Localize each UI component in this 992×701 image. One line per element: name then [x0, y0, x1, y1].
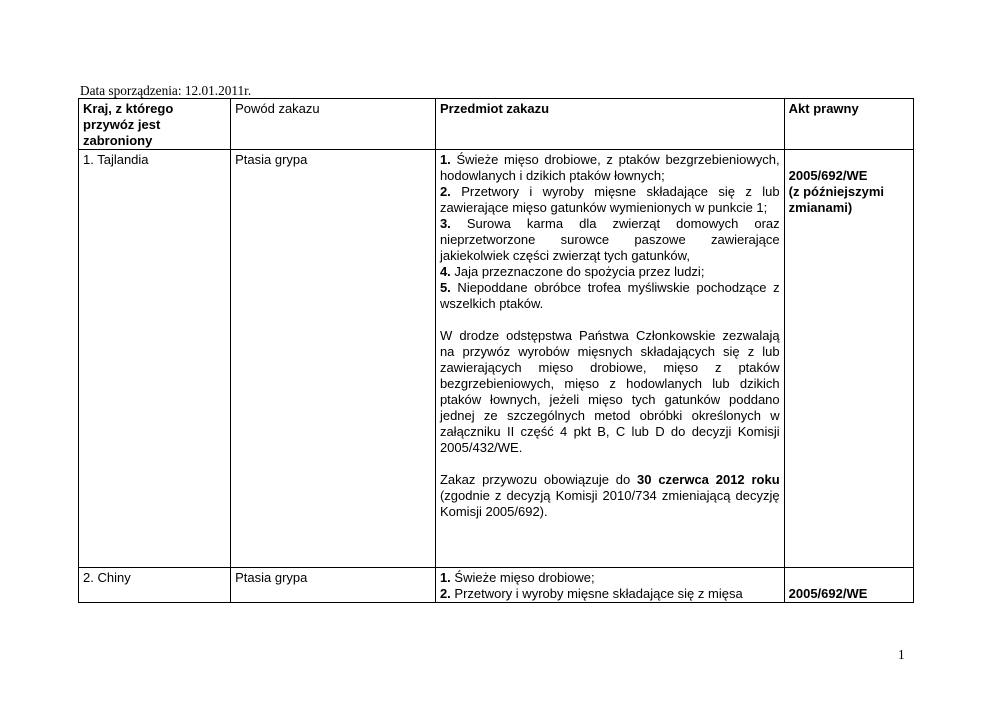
table-row	[79, 568, 914, 603]
item-text: Surowa karma dla zwierząt domowych oraz nieprzetworzone surowce paszowe zawierające jakiekolwiek części zwierząt tych gatunków,	[439, 216, 780, 263]
table-row	[79, 150, 914, 568]
ban-item	[440, 216, 780, 264]
import-ban-table	[78, 98, 914, 603]
item-text: Świeże mięso drobiowe, z ptaków bezgrzebieniowych, hodowlanych i dzikich ptaków łownych;	[439, 152, 780, 183]
ban-validity-paragraph	[440, 472, 780, 520]
act-cell	[784, 150, 913, 568]
item-text: Świeże mięso drobiowe;	[450, 570, 595, 585]
reason-cell: Ptasia grypa	[231, 568, 436, 603]
page-number: 1	[898, 647, 905, 662]
ban-item	[440, 280, 780, 312]
act-cell	[784, 568, 913, 603]
item-number: 1.	[439, 152, 451, 167]
date-line: Data sporządzenia: 12.01.2011r.	[80, 83, 252, 98]
header-reason: Powód zakazu	[231, 99, 436, 150]
item-text: Jaja przeznaczone do spożycia przez ludzi;	[450, 264, 705, 279]
item-number: 3.	[439, 216, 451, 231]
ban-item	[440, 184, 780, 216]
act-note: (z późniejszymi zmianami)	[788, 184, 884, 215]
act-number: 2005/692/WE	[788, 586, 868, 601]
table-header-row	[79, 99, 914, 150]
subject-cell	[435, 568, 784, 603]
country-cell: 2. Chiny	[79, 568, 231, 603]
subject-cell	[435, 150, 784, 568]
item-text: Przetwory i wyroby mięsne składające się z lub zawierające mięso gatunków wymienionych w punkcie 1;	[439, 184, 780, 215]
ban-date: 30 czerwca 2012 roku	[637, 472, 780, 487]
item-number: 5.	[439, 280, 451, 295]
ban-item	[440, 152, 780, 184]
item-number: 2.	[439, 184, 451, 199]
header-subject: Przedmiot zakazu	[435, 99, 784, 150]
item-text: Niepoddane obróbce trofea myśliwskie pochodzące z wszelkich ptaków.	[439, 280, 780, 311]
header-act: Akt prawny	[784, 99, 913, 150]
ban-item	[440, 586, 780, 602]
ban-suffix: (zgodnie z decyzją Komisji 2010/734 zmieniającą decyzję Komisji 2005/692).	[439, 488, 780, 519]
item-number: 1.	[439, 570, 451, 585]
reason-cell: Ptasia grypa	[231, 150, 436, 568]
country-cell: 1. Tajlandia	[79, 150, 231, 568]
ban-item	[440, 264, 780, 280]
item-number: 4.	[439, 264, 451, 279]
derogation-paragraph: W drodze odstępstwa Państwa Członkowskie zezwalają na przywóz wyrobów mięsnych składających się z lub zawierających mięso drobiowe, mięso z ptaków bezgrzebieniowych, mięso z hodowlanych lub dzikich ptaków łownych, jeżeli mięso tych gatunków poddano jednej ze szczególnych metod obróbki określonych w załączniku II część 4 pkt B, C lub D do decyzji Komisji 2005/432/WE.	[439, 328, 780, 455]
item-text: Przetwory i wyroby mięsne składające się z mięsa	[450, 586, 743, 601]
act-number: 2005/692/WE	[788, 168, 868, 183]
ban-prefix: Zakaz przywozu obowiązuje do	[439, 472, 638, 487]
ban-item	[440, 570, 780, 586]
header-country: Kraj, z którego przywóz jest zabroniony	[79, 99, 231, 150]
item-number: 2.	[439, 586, 451, 601]
